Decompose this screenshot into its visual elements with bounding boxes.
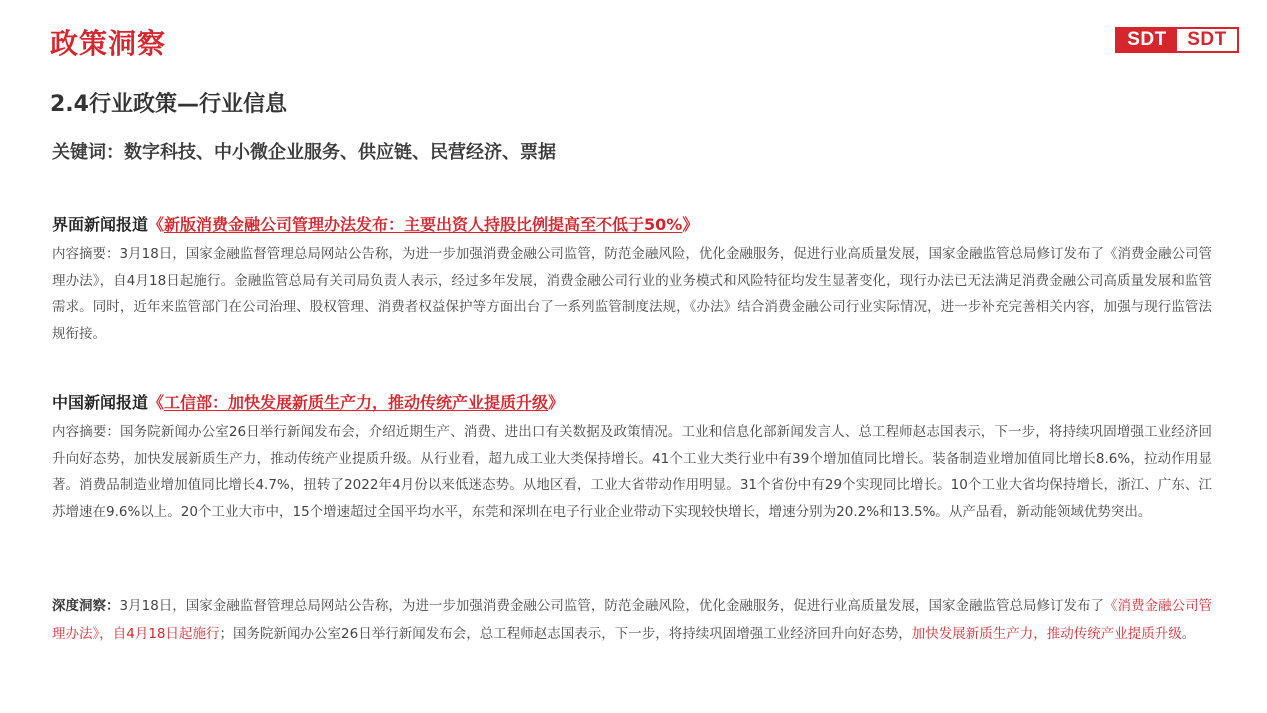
close-bracket: 》 [682, 215, 699, 234]
article-summary: 内容摘要：3月18日，国家金融监督管理总局网站公告称，为进一步加强消费金融公司监管，防范金融风险，优化金融服务，促进行业高质量发展，国家金融监管总局修订发布了《消费金融公司管理办法》，自4月18日起施行。金融监管总局有关司局负责人表示，经过多年发展，消费金融公司行业的业务模式和风险特征均发生显著变化，现行办法已无法满足消费金融公司高质量发展和监管需求。同时，近年来监管部门在公司治理、股权管理、消费者权益保护等方面出台了一系列监管制度法规，《办法》结合消费金融公司行业实际情况，进一步补充完善相关内容，加强与现行监管法规衔接。 [52, 246, 1212, 342]
logo-left-text: SDT [1117, 29, 1177, 51]
insight-text-1: 3月18日，国家金融监督管理总局网站公告称，为进一步加强消费金融公司监管，防范金融风险，优化金融服务，促进行业高质量发展，国家金融监管总局修订发布了 [119, 598, 1104, 614]
insight-lead: 深度洞察： [52, 598, 120, 614]
page-title: 2.4行业政策—行业信息 [50, 92, 287, 117]
article-source: 中国新闻报道 [52, 393, 149, 412]
headline-link[interactable]: 新版消费金融公司管理办法发布：主要出资人持股比例提高至不低于50% [164, 215, 683, 234]
article-source: 界面新闻报道 [52, 215, 149, 234]
open-bracket: 《 [148, 215, 165, 234]
sdt-logo [1115, 27, 1239, 53]
article-headline [52, 390, 1212, 416]
deep-insight [52, 592, 1212, 648]
section-label: 政策洞察 [50, 27, 167, 60]
logo-right-text: SDT [1177, 29, 1237, 51]
news-article-2 [52, 390, 1212, 525]
news-article-1 [52, 212, 1212, 347]
insight-highlight-2: 加快发展新质生产力，推动传统产业提质升级 [911, 626, 1182, 642]
close-bracket: 》 [548, 393, 565, 412]
insight-text-2: ；国务院新闻办公室26日举行新闻发布会，总工程师赵志国表示，下一步，将持续巩固增强工业经济回升向好态势， [219, 626, 912, 642]
insight-text-3: 。 [1181, 626, 1196, 642]
keywords: 关键词：数字科技、中小微企业服务、供应链、民营经济、票据 [52, 142, 556, 163]
article-summary: 内容摘要：国务院新闻办公室26日举行新闻发布会，介绍近期生产、消费、进出口有关数据及政策情况。工业和信息化部新闻发言人、总工程师赵志国表示，下一步，将持续巩固增强工业经济回升向好态势，加快发展新质生产力，推动传统产业提质升级。从行业看，超九成工业大类保持增长。41个工业大类行业中有39个增加值同比增长。装备制造业增加值同比增长8.6%，拉动作用显著。消费品制造业增加值同比增长4.7%，扭转了2022年4月份以来低迷态势。从地区看，工业大省带动作用明显。31个省份中有29个实现同比增长。10个工业大省均保持增长，浙江、广东、江苏增速在9.6%以上。20个工业大市中，15个增速超过全国平均水平，东莞和深圳在电子行业企业带动下实现较快增长，增速分别为20.2%和13.5%。从产品看，新动能领域优势突出。 [52, 424, 1212, 520]
article-headline [52, 212, 1212, 238]
insight-highlight-1: 《消费金融公司管理办法》，自4月18日起施行 [52, 598, 1213, 642]
open-bracket: 《 [148, 393, 165, 412]
headline-link[interactable]: 工信部：加快发展新质生产力，推动传统产业提质升级 [164, 393, 549, 412]
